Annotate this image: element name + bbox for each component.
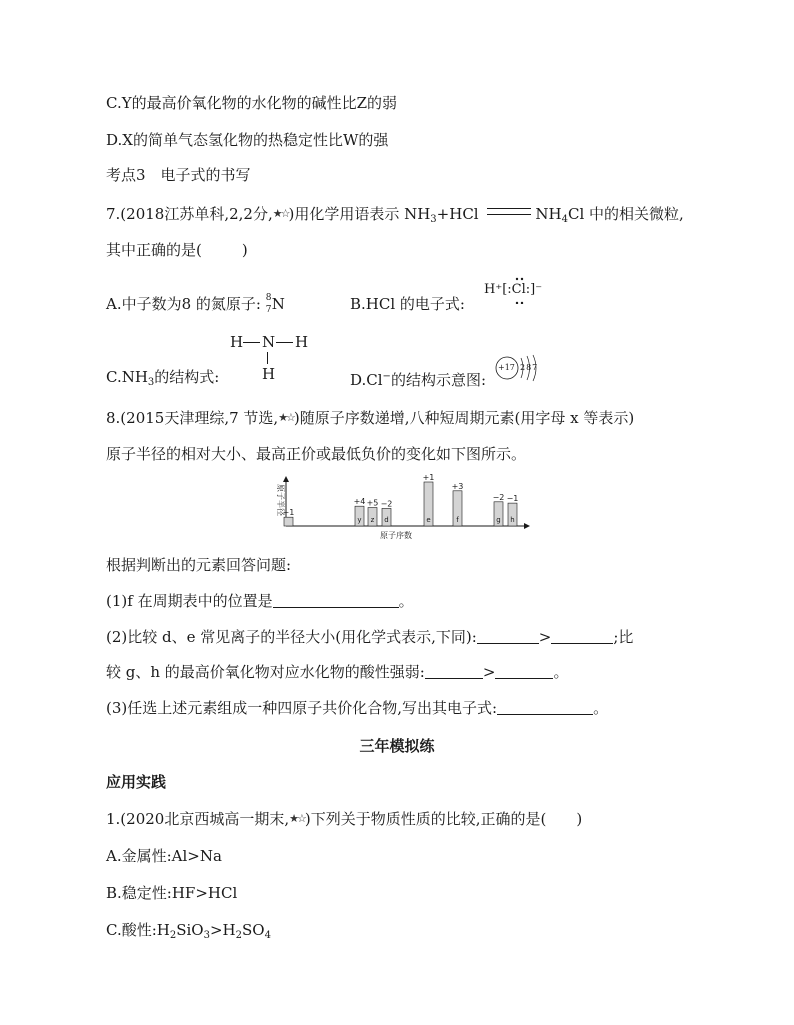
q7-option-b <box>350 294 465 314</box>
chart-bar-label: z <box>370 516 375 524</box>
sub-4: 4 <box>264 930 271 941</box>
chart-bar-x <box>284 517 293 526</box>
q7-option-b-text: B.HCl 的电子式: <box>350 295 465 313</box>
q8-stem: )随原子序数递增,八种短周期元素(用字母 x 等表示) <box>293 409 635 427</box>
q8-part-3-end: 。 <box>593 699 609 717</box>
m1-option-c-a: C.酸性:H <box>106 921 170 939</box>
answer-blank[interactable] <box>551 629 613 644</box>
q7-stem-2: +HCl <box>436 205 479 223</box>
q7-option-a <box>106 294 286 314</box>
sub-2: 2 <box>235 930 243 941</box>
q8-part-2-text: (2)比较 d、e 常见离子的半径大小(用化学式表示,下同): <box>106 628 477 646</box>
x-axis-arrow-icon <box>524 523 530 529</box>
q8-intro: 根据判断出的元素回答问题: <box>106 556 292 574</box>
q7-stem-4: Cl 中的相关微粒, <box>567 205 684 223</box>
hcl-formula-text: H⁺[:Cl:]⁻ <box>484 282 543 297</box>
answer-blank[interactable] <box>425 664 483 679</box>
difficulty-star-icon: ★☆ <box>272 207 289 220</box>
cl-structure-diagram <box>494 354 542 384</box>
bond-line-icon <box>276 342 293 343</box>
q7-source: 7.(2018江苏单科,2,2分, <box>106 205 273 223</box>
atomic-number: 7 <box>265 305 272 315</box>
cl-shell-electrons: 287 <box>520 363 539 372</box>
q7-option-c-sub: 3 <box>147 377 155 388</box>
nh3-n: N <box>262 333 276 351</box>
q8-part-3-text: (3)任选上述元素组成一种四原子共价化合物,写出其电子式: <box>106 699 498 717</box>
q8-part-2 <box>106 627 633 647</box>
q7-line2 <box>106 240 248 260</box>
q7-line2-text: 其中正确的是( <box>106 241 202 259</box>
bond-line-icon <box>267 352 268 364</box>
chart-valence-label: +3 <box>451 481 464 491</box>
chart-bar-label: f <box>456 516 459 524</box>
chart-bar-label: d <box>384 516 389 524</box>
m1-end: ) <box>576 810 583 828</box>
chart-bar-label: y <box>357 516 362 524</box>
m1-option-a: A.金属性:Al>Na <box>106 847 222 865</box>
q8-source: 8.(2015天津理综,7 节选, <box>106 409 279 427</box>
question-7 <box>106 204 684 230</box>
answer-blank[interactable] <box>273 593 399 608</box>
nh3-h-right: H <box>295 333 309 351</box>
q7-stem-3: NH <box>535 205 562 223</box>
section-heading: 三年模拟练 <box>359 737 435 755</box>
chart-valence-label: +5 <box>366 498 379 508</box>
q8-part-1-end: 。 <box>398 592 414 610</box>
m1-option-c-c: >H <box>209 921 236 939</box>
bond-line-icon <box>243 342 260 343</box>
q7-option-c-text: C.NH <box>106 368 148 386</box>
m1-source: 1.(2020北京西城高一期末, <box>106 810 290 828</box>
nh3-structure <box>230 333 320 383</box>
y-axis-arrow-icon <box>283 476 289 482</box>
q7-option-d: D.Cl−的结构示意图: <box>350 371 486 389</box>
q7-option-c <box>106 367 219 393</box>
cl-nucleus-charge: +17 <box>498 363 515 372</box>
hcl-electron-formula <box>484 282 542 297</box>
mass-number: 8 <box>265 293 272 303</box>
chart-bar-label: h <box>510 516 515 524</box>
m1-option-b: B.稳定性:HF>HCl <box>106 884 238 902</box>
q7-option-a-text: A.中子数为8 的氮原子: <box>106 295 261 313</box>
nitrogen-symbol: N <box>271 295 285 313</box>
answer-blank[interactable] <box>497 700 593 715</box>
q7-option-c-text2: 的结构式: <box>154 368 220 386</box>
chart-valence-label: −2 <box>380 499 393 509</box>
nh3-h-left: H <box>230 333 244 351</box>
sub-2: 2 <box>169 930 177 941</box>
m1-option-c <box>106 920 271 946</box>
chart-valence-label: +4 <box>353 497 366 507</box>
difficulty-star-icon: ★☆ <box>289 812 305 825</box>
q8-part-2-gt: > <box>538 628 552 646</box>
electron-dots-icon <box>506 274 536 304</box>
option-d: D.X的简单气态氢化物的热稳定性比W的强 <box>106 131 389 149</box>
sub-3: 3 <box>203 930 210 941</box>
chart-bar-label: e <box>426 516 431 524</box>
q8-part-2b-end: 。 <box>553 663 569 681</box>
equals-sign-icon <box>487 208 531 215</box>
q7-option-d-text: D.Cl <box>350 371 383 389</box>
chart-y-label: 原子半径 <box>276 484 285 516</box>
q7-line2-end: ) <box>241 241 248 259</box>
chart-valence-label: +1 <box>282 508 295 518</box>
m1-stem: )下列关于物质性质的比较,正确的是( <box>304 810 547 828</box>
chart-bar-label: g <box>496 516 501 524</box>
q7-option-d-text2: 的结构示意图: <box>390 371 486 389</box>
chart-valence-label: +1 <box>422 474 435 482</box>
q7-stem: )用化学用语表示 NH <box>288 205 431 223</box>
q8-part-2b-text: 较 g、h 的最高价氧化物对应水化物的酸性强弱: <box>106 663 425 681</box>
practice-question-1 <box>106 809 582 829</box>
option-c: C.Y的最高价氧化物的水化物的碱性比Z的弱 <box>106 94 398 112</box>
chart-valence-label: −2 <box>492 492 505 502</box>
sub-heading: 应用实践 <box>106 773 167 791</box>
m1-option-c-d: SO <box>242 921 265 939</box>
q8-part-2b-gt: > <box>482 663 496 681</box>
chart-valence-label: −1 <box>506 494 519 504</box>
q8-part-1-text: (1)f 在周期表中的位置是 <box>106 592 273 610</box>
section-title: 考点3 电子式的书写 <box>106 166 251 184</box>
q8-part-2b <box>106 662 568 682</box>
m1-option-c-b: SiO <box>176 921 204 939</box>
q8-part-2-end: ;比 <box>613 628 634 646</box>
difficulty-star-icon: ★☆ <box>278 411 294 424</box>
answer-blank[interactable] <box>495 664 553 679</box>
chart-x-label: 原子序数 <box>380 531 412 540</box>
answer-blank[interactable] <box>477 629 539 644</box>
q8-part-3 <box>106 698 608 718</box>
q7-sub-3: 3 <box>430 214 437 225</box>
nuclide-notation <box>266 294 286 314</box>
q8-line2: 原子半径的相对大小、最高正价或最低负价的变化如下图所示。 <box>106 445 527 463</box>
element-chart <box>260 474 536 546</box>
nh3-h-bottom: H <box>262 365 276 383</box>
q8-part-1 <box>106 591 414 611</box>
question-8 <box>106 408 634 428</box>
q7-sub-4: 4 <box>561 214 568 225</box>
